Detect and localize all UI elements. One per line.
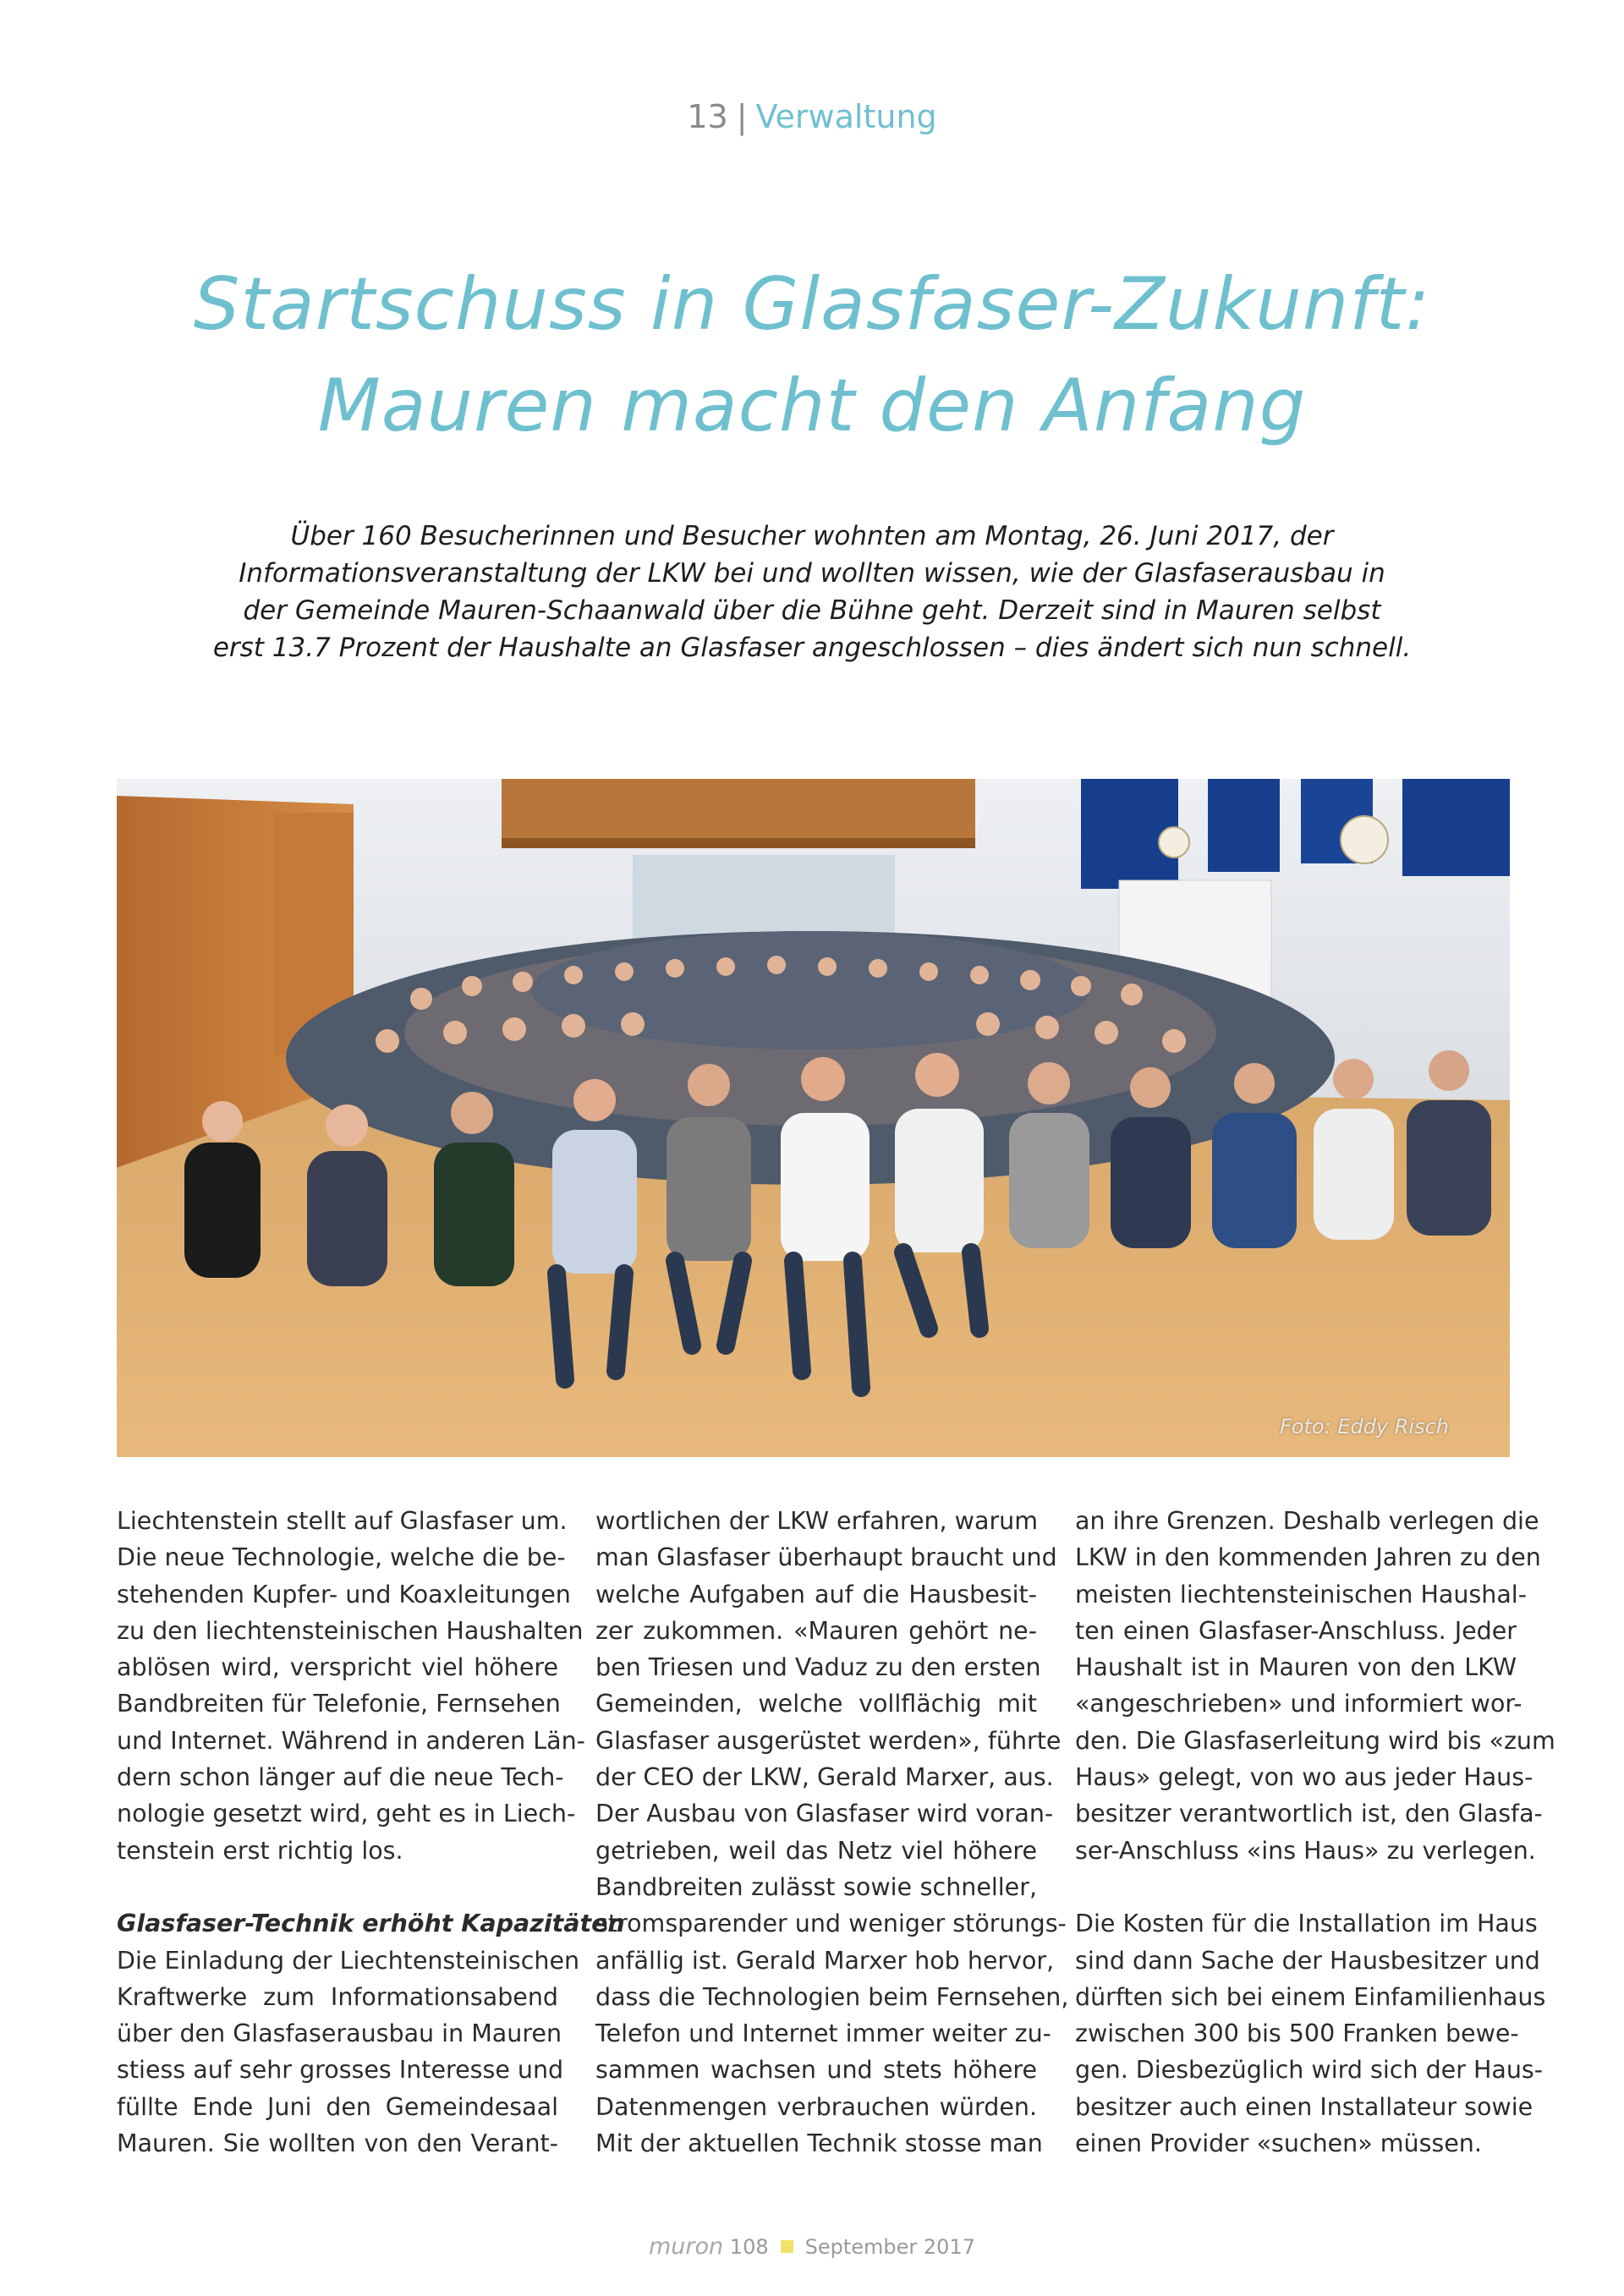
text-line: dürften sich bei einem Einfamilienhaus [1075, 1982, 1546, 2011]
text-line: ser-Anschluss «ins Haus» zu verlegen. [1075, 1836, 1536, 1865]
text-line: gen. Diesbezüglich wird sich der Haus- [1075, 2056, 1544, 2085]
magazine-brand: muron [649, 2233, 724, 2260]
text-line: «angeschrieben» und informiert wor- [1075, 1690, 1522, 1718]
lead-line: der Gemeinde Mauren-Schaanwald über die Bühne geht. Derzeit sind in Mauren selbst [243, 595, 1381, 626]
issue-number: 108 [729, 2235, 769, 2259]
text-line: ben Triesen und Vaduz zu den ersten [595, 1653, 1041, 1682]
subheading: Glasfaser-Technik erhöht Kapazitäten [117, 1910, 625, 1938]
text-line: Haushalt ist in Mauren von den LKW [1075, 1653, 1517, 1682]
text-line: man Glasfaser überhaupt braucht und [595, 1543, 1057, 1572]
article-column-1 [117, 1503, 625, 2162]
text-line: füllte Ende Juni den Gemeindesaal [117, 2092, 558, 2121]
section-name: Verwaltung [755, 98, 937, 135]
text-line: und Internet. Während in anderen Län- [117, 1726, 585, 1755]
page-footer [0, 2233, 1624, 2260]
text-line: dass die Technologien beim Fernsehen, [595, 1982, 1069, 2011]
text-line: wortlichen der LKW erfahren, warum [595, 1507, 1038, 1535]
title-line-2: Mauren macht den Anfang [317, 364, 1307, 448]
text-line: der CEO der LKW, Gerald Marxer, aus. [595, 1763, 1054, 1792]
text-line: den. Die Glasfaserleitung wird bis «zum [1075, 1726, 1555, 1755]
text-line: stehenden Kupfer- und Koaxleitungen [117, 1580, 571, 1608]
article-column-3 [1075, 1503, 1555, 2162]
text-line: ten einen Glasfaser-Anschluss. Jeder [1075, 1616, 1517, 1645]
text-line: über den Glasfaserausbau in Mauren [117, 2019, 562, 2048]
text-line: Bandbreiten für Telefonie, Fernsehen [117, 1690, 561, 1718]
text-line: sammen wachsen und stets höhere [595, 2056, 1037, 2085]
lead-line: erst 13.7 Prozent der Haushalte an Glasfaser angeschlossen – dies ändert sich nun schnell. [212, 633, 1412, 663]
text-line: welche Aufgaben auf die Hausbesit- [595, 1580, 1037, 1608]
text-line: stiess auf sehr grosses Interesse und [117, 2056, 564, 2085]
header-separator: | [736, 98, 748, 135]
text-line: besitzer verantwortlich ist, den Glasfa- [1075, 1800, 1543, 1828]
text-line: einen Provider «suchen» müssen. [1075, 2129, 1482, 2158]
text-line: Die neue Technologie, welche die be- [117, 1543, 566, 1572]
issue-date: September 2017 [804, 2235, 975, 2259]
text-line: dern schon länger auf die neue Tech- [117, 1763, 564, 1792]
text-line: Die Kosten für die Installation im Haus [1075, 1910, 1538, 1938]
text-line: LKW in den kommenden Jahren zu den [1075, 1543, 1541, 1572]
photo-credit: Foto: Eddy Risch [1279, 1415, 1449, 1438]
text-line: Liechtenstein stellt auf Glasfaser um. [117, 1507, 568, 1535]
text-line: zu den liechtensteinischen Haushalten [117, 1616, 584, 1645]
title-line-1: Startschuss in Glasfaser-Zukunft: [193, 262, 1431, 347]
text-line: Bandbreiten zulässt sowie schneller, [595, 1872, 1037, 1901]
text-line: anfällig ist. Gerald Marxer hob hervor, [595, 1946, 1055, 1975]
text-line: Telefon und Internet immer weiter zu- [595, 2019, 1051, 2048]
event-photo [117, 779, 1510, 1457]
lead-line: Informationsveranstaltung der LKW bei und wollten wissen, wie der Glasfaserausbau in [239, 558, 1385, 589]
text-line: an ihre Grenzen. Deshalb verlegen die [1075, 1507, 1539, 1535]
text-line: besitzer auch einen Installateur sowie [1075, 2092, 1533, 2121]
text-line: nologie gesetzt wird, geht es in Liech- [117, 1800, 576, 1828]
text-line: ablösen wird, verspricht viel höhere [117, 1653, 558, 1682]
text-line: Mit der aktuellen Technik stosse man [595, 2129, 1043, 2158]
text-line: zwischen 300 bis 500 Franken bewe- [1075, 2019, 1519, 2048]
lead-paragraph [195, 518, 1429, 666]
text-line: Kraftwerke zum Informationsabend [117, 1982, 558, 2011]
text-line: meisten liechtensteinischen Haushal- [1075, 1580, 1527, 1608]
text-line: Mauren. Sie wollten von den Verant- [117, 2129, 558, 2158]
section-header [0, 98, 1624, 135]
audience-photo-illustration [117, 779, 1510, 1457]
text-line: stromsparender und weniger störungs- [595, 1910, 1067, 1938]
text-line: Haus» gelegt, von wo aus jeder Haus- [1075, 1763, 1533, 1792]
text-line: zer zukommen. «Mauren gehört ne- [595, 1616, 1037, 1645]
square-icon [781, 2240, 793, 2253]
article-column-2 [595, 1503, 1069, 2162]
text-line: Gemeinden, welche vollflächig mit [595, 1690, 1037, 1718]
text-line: Datenmengen verbrauchen würden. [595, 2092, 1037, 2121]
lead-line: Über 160 Besucherinnen und Besucher wohnten am Montag, 26. Juni 2017, der [290, 521, 1334, 551]
text-line: getrieben, weil das Netz viel höhere [595, 1836, 1037, 1865]
page-number: 13 [687, 98, 728, 135]
text-line: Die Einladung der Liechtensteinischen [117, 1946, 580, 1975]
text-line: tenstein erst richtig los. [117, 1836, 403, 1865]
text-line: Glasfaser ausgerüstet werden», führte [595, 1726, 1062, 1755]
text-line: Der Ausbau von Glasfaser wird voran- [595, 1800, 1054, 1828]
text-line: sind dann Sache der Hausbesitzer und [1075, 1946, 1540, 1975]
article-title [0, 254, 1624, 457]
